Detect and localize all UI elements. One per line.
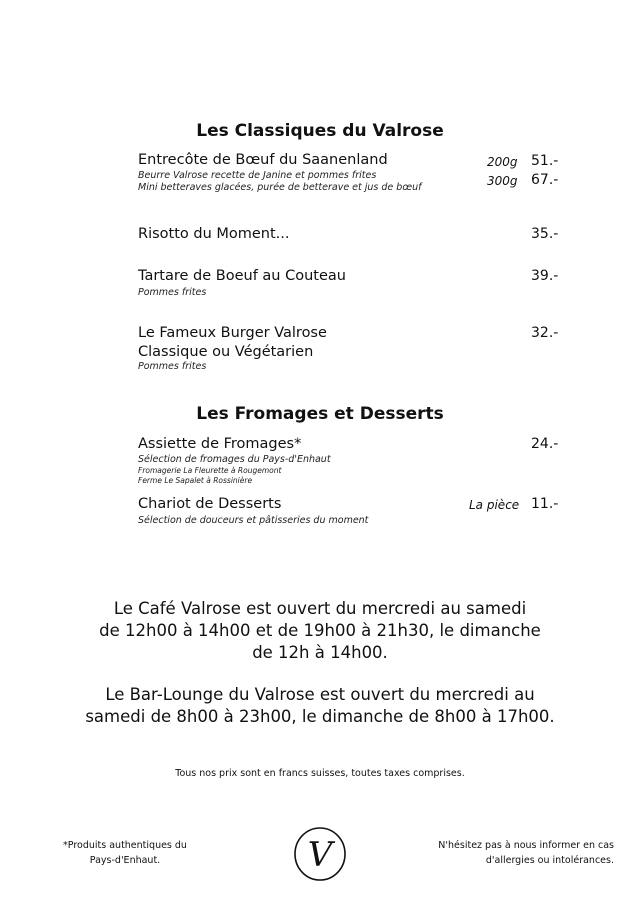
item-price-entrecote-300: 67.- (531, 172, 559, 188)
item-desc-chariot: Sélection de douceurs et pâtisseries du moment (138, 515, 369, 526)
item-desc-entrecote-1: Beurre Valrose recette de Janine et pommes frites (138, 170, 377, 181)
item-desc-assiette: Sélection de fromages du Pays-d'Enhaut (138, 454, 331, 465)
item-price-burger: 32.- (531, 325, 559, 341)
prices-note: Tous nos prix sont en francs suisses, toutes taxes comprises. (175, 768, 465, 779)
footer-right-line-1: N'hésitez pas à nous informer en cas (438, 840, 614, 851)
footer-right-line-2: d'allergies ou intolérances. (485, 855, 614, 866)
item-price-chariot: 11.- (531, 496, 559, 512)
item-desc-burger: Pommes frites (138, 361, 207, 372)
item-qty-entrecote-200: 200g (487, 155, 518, 169)
cafe-hours-line-1: Le Café Valrose est ouvert du mercredi au samedi (113, 599, 527, 618)
item-name-burger-1: Le Fameux Burger Valrose (138, 325, 327, 341)
item-price-risotto: 35.- (531, 226, 559, 242)
valrose-logo-icon (292, 826, 348, 882)
section-title-fromages: Les Fromages et Desserts (196, 404, 444, 424)
footer-left-note (40, 838, 210, 868)
item-desc-tartare: Pommes frites (138, 287, 207, 298)
item-price-assiette: 24.- (531, 436, 559, 452)
logo-letter: V (307, 835, 333, 875)
bar-hours-line-1: Le Bar-Lounge du Valrose est ouvert du mercredi au (105, 685, 535, 704)
section-title-classiques: Les Classiques du Valrose (196, 121, 444, 141)
item-desc-entrecote-2: Mini betteraves glacées, purée de betterave et jus de bœuf (138, 182, 422, 193)
item-name-burger-2: Classique ou Végétarien (138, 344, 314, 360)
item-name-risotto: Risotto du Moment... (138, 226, 290, 242)
item-name-chariot: Chariot de Desserts (138, 496, 282, 512)
cafe-hours-line-3: de 12h à 14h00. (252, 643, 388, 662)
item-qty-entrecote-300: 300g (487, 174, 518, 188)
item-name-entrecote: Entrecôte de Bœuf du Saanenland (138, 152, 388, 168)
item-detail-assiette-2: Ferme Le Sapalet à Rossinière (138, 476, 253, 485)
item-price-tartare: 39.- (531, 268, 559, 284)
item-qty-chariot: La pièce (469, 498, 520, 512)
footer-left-line-1: *Produits authentiques du (63, 840, 187, 851)
footer-right-note (400, 838, 614, 868)
item-name-tartare: Tartare de Boeuf au Couteau (138, 268, 346, 284)
item-price-entrecote-200: 51.- (531, 153, 559, 169)
footer-left-line-2: Pays-d'Enhaut. (89, 855, 161, 866)
item-name-assiette: Assiette de Fromages* (138, 436, 302, 452)
bar-hours-line-2: samedi de 8h00 à 23h00, le dimanche de 8h00 à 17h00. (85, 707, 555, 726)
item-detail-assiette-1: Fromagerie La Fleurette à Rougemont (138, 466, 282, 475)
cafe-hours-line-2: de 12h00 à 14h00 et de 19h00 à 21h30, le dimanche (99, 621, 541, 640)
